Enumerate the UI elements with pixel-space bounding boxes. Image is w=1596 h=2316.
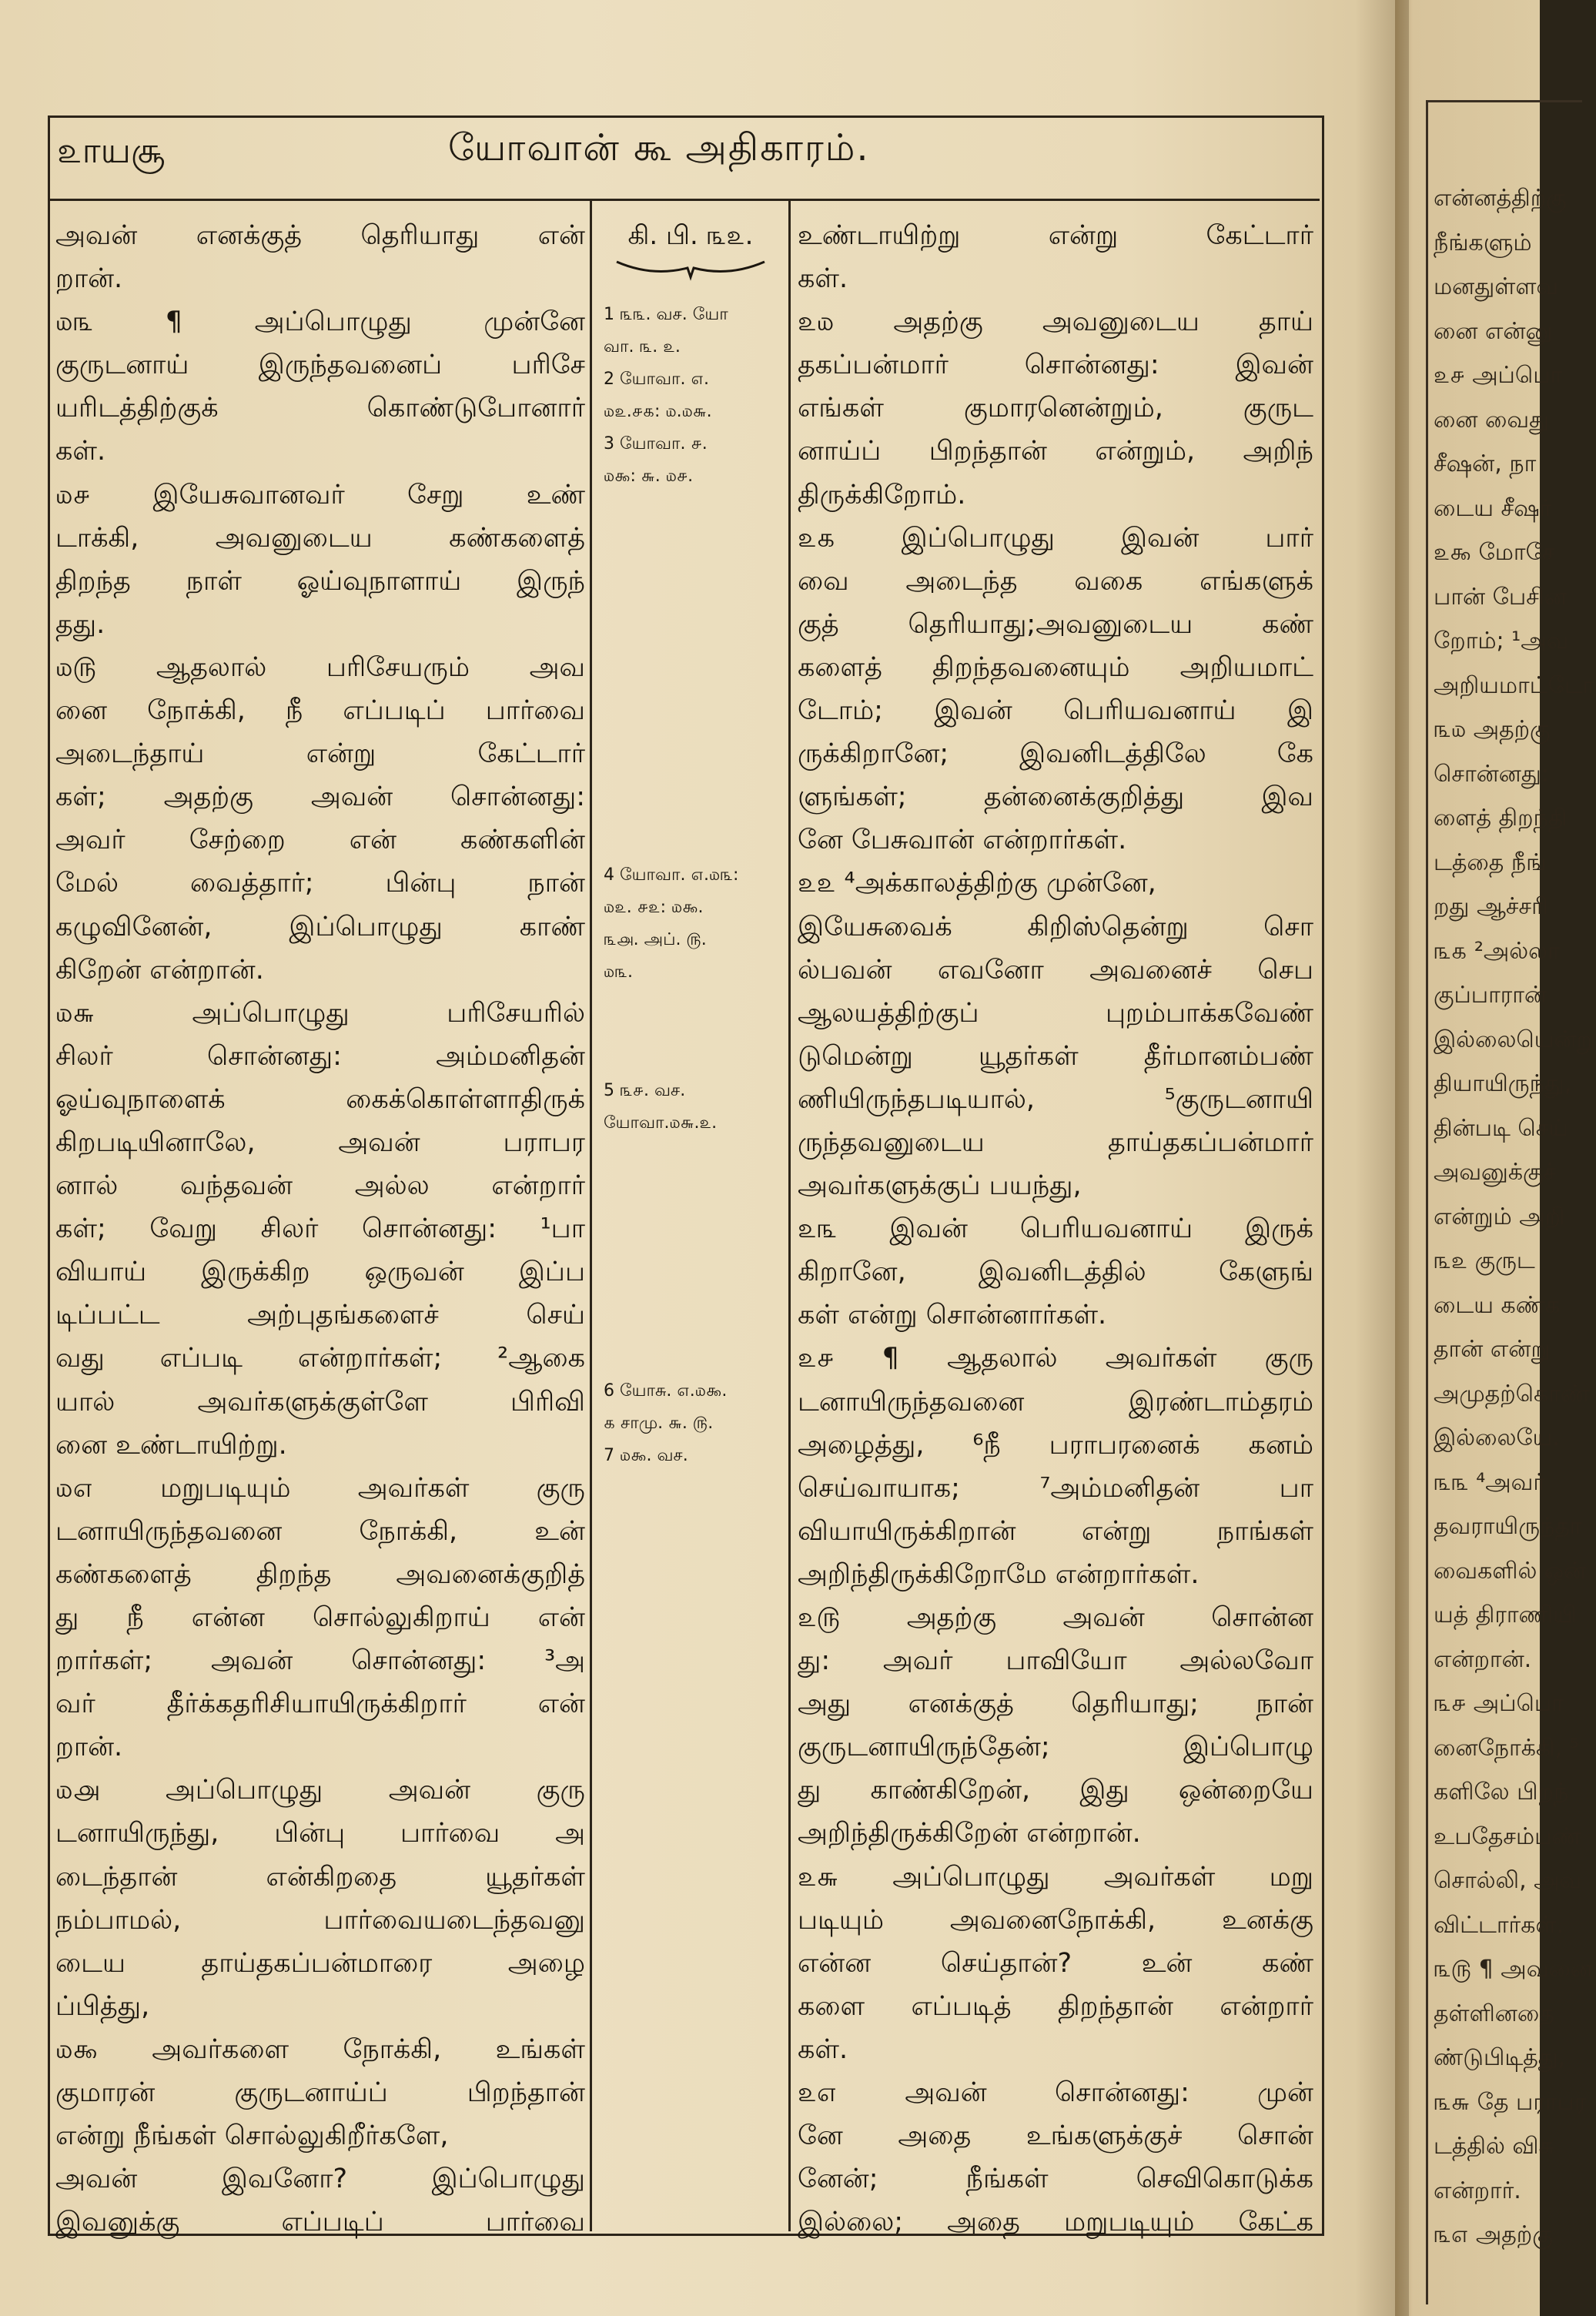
text-line: திறந்த நாள் ஓய்வுநாளாய் இருந் xyxy=(55,565,585,597)
adjacent-page-line: என்னத்திற்கு xyxy=(1434,185,1567,212)
text-line: என்று நீங்கள் சொல்லுகிறீர்களே, xyxy=(55,2120,449,2152)
text-line: ௨௪ ¶ ஆதலால் அவர்கள் குரு xyxy=(798,1343,1313,1374)
adjacent-page-line: ௩௰ அதற்கு xyxy=(1434,716,1551,743)
page-gutter-shadow xyxy=(1355,0,1409,2316)
cross-reference-line: ௧ சாமு. ௬. ௫. xyxy=(604,1414,714,1433)
text-line: ௰௯ அவர்களை நோக்கி, உங்கள் xyxy=(55,2033,585,2065)
text-line: ௰௩ ¶ அப்பொழுது முன்னே xyxy=(55,306,585,338)
text-line: டாக்கி, அவனுடைய கண்களைத் xyxy=(55,522,585,554)
text-line: ப்பித்து, xyxy=(55,1990,150,2022)
cross-reference-block-3 xyxy=(604,1075,782,1140)
text-line: னேன்; நீங்கள் செவிகொடுக்க xyxy=(798,2164,1313,2195)
text-line: ஓய்வுநாளைக் கைக்கொள்ளாதிருக் xyxy=(55,1083,585,1115)
text-line: கள். xyxy=(798,263,848,295)
text-line: அவர்களுக்குப் பயந்து, xyxy=(798,1170,1082,1202)
adjacent-page-line: னை என்னு xyxy=(1434,317,1553,345)
cross-reference-block-4 xyxy=(604,1375,782,1472)
text-line: கள்; வேறு சிலர் சொன்னது: ¹பா xyxy=(55,1213,585,1245)
text-line: செய்வாயாக; ⁷அம்மனிதன் பா xyxy=(798,1472,1313,1504)
adjacent-page-line: சீஷன், நா xyxy=(1434,450,1537,477)
text-line: நம்பாமல், பார்வையடைந்தவனு xyxy=(55,1904,585,1936)
adjacent-page-line: ௩௬ தே பராபர xyxy=(1434,2088,1587,2116)
text-line: கிறபடியினாலே, அவன் பராபர xyxy=(55,1126,585,1158)
cross-reference-line: 6 யோசு. ௭.௰௯. xyxy=(604,1381,728,1401)
text-line: என்ன செய்தான்? உன் கண் xyxy=(798,1947,1313,1979)
text-line: னாய்ப் பிறந்தான் என்றும், அறிந் xyxy=(798,436,1313,467)
cross-reference-line: 3 யோவா. ௪. xyxy=(604,434,708,453)
text-line: குருடனாயிருந்தேன்; இப்பொழு xyxy=(798,1732,1313,1763)
text-line: து நீ என்ன சொல்லுகிறாய் என் xyxy=(55,1602,585,1633)
adjacent-page-line: குப்பாரான் xyxy=(1434,982,1547,1009)
text-line: மேல் வைத்தார்; பின்பு நான் xyxy=(55,868,585,899)
text-line: டிப்பட்ட அற்புதங்களைச் செய் xyxy=(55,1300,585,1331)
left-text-column xyxy=(55,214,585,2244)
text-line: கழுவினேன், இப்பொழுது காண் xyxy=(55,911,585,942)
text-line: எங்கள் குமாரனென்றும், குருட xyxy=(798,393,1313,424)
text-line: கிறானே, இவனிடத்தில் கேளுங் xyxy=(798,1257,1313,1288)
right-text-column xyxy=(798,214,1313,2244)
page-number: ௨ாயசூ xyxy=(57,129,166,171)
text-line: வியாயிருக்கிறான் என்று நாங்கள் xyxy=(798,1515,1313,1547)
adjacent-page-line: ளைத் திறந்தி xyxy=(1434,805,1568,832)
adjacent-page-line: டத்தை நீங் xyxy=(1434,848,1547,876)
text-line: கிறேன் என்றான். xyxy=(55,954,264,986)
adjacent-page-line: சொல்லி, அவ xyxy=(1434,1867,1582,1894)
text-line: டனாயிருந்து, பின்பு பார்வை அ xyxy=(55,1818,585,1849)
text-line: திருக்கிறோம். xyxy=(798,479,966,510)
text-line: ௰௮ அப்பொழுது அவன் குரு xyxy=(55,1775,585,1806)
adjacent-page-line: டத்தில் விசு xyxy=(1434,2133,1554,2160)
text-line: கள் என்று சொன்னார்கள். xyxy=(798,1300,1107,1331)
text-line: அவர் சேற்றை என் கண்களின் xyxy=(55,825,585,856)
text-line: அழைத்து, ⁶நீ பராபரனைக் கனம் xyxy=(798,1429,1313,1461)
text-line: ணியிருந்தபடியால், ⁵குருடனாயி xyxy=(798,1083,1313,1115)
text-line: இயேசுவைக் கிறிஸ்தென்று சொ xyxy=(798,911,1313,942)
text-line: னே அதை உங்களுக்குச் சொன் xyxy=(798,2120,1313,2152)
text-line: ௨௰ அதற்கு அவனுடைய தாய் xyxy=(798,306,1313,338)
text-line: அறிந்திருக்கிறேன் என்றான். xyxy=(798,1818,1141,1849)
adjacent-page-line: ௩௭ அதற்கு xyxy=(1434,2221,1553,2248)
text-line: தது. xyxy=(55,608,105,640)
text-line: ருந்தவனுடைய தாய்தகப்பன்மார் xyxy=(798,1126,1313,1158)
text-line: அது எனக்குத் தெரியாது; நான் xyxy=(798,1688,1313,1720)
cross-reference-block-1 xyxy=(604,299,782,493)
adjacent-page-line: தின்படி செய் xyxy=(1434,1114,1569,1142)
text-line: குமாரன் குருடனாய்ப் பிறந்தான் xyxy=(55,2077,585,2109)
cross-reference-line: ௰௯: ௬. ௰௪. xyxy=(604,467,694,486)
column-rule-left xyxy=(590,199,592,2231)
adjacent-page-line: என்றார். xyxy=(1434,2177,1521,2204)
text-line: து காண்கிறேன், இது ஒன்றையே xyxy=(798,1775,1313,1806)
adjacent-page-line: இல்லையே. xyxy=(1434,1424,1560,1451)
adjacent-page-line: சொன்னது: xyxy=(1434,760,1549,788)
adjacent-page xyxy=(1395,0,1596,2316)
text-line: அவன் எனக்குத் தெரியாது என் xyxy=(55,220,585,251)
date-heading: கி. பி. ௩௨. xyxy=(627,220,754,251)
text-line: னே பேசுவான் என்றார்கள். xyxy=(798,825,1127,856)
adjacent-page-line: டைய கண்க xyxy=(1434,1291,1561,1319)
text-line: இல்லை; அதை மறுபடியும் கேட்க xyxy=(798,2207,1313,2238)
cross-reference-column xyxy=(594,214,787,1465)
text-line: ௰௪ இயேசுவானவர் சேறு உண் xyxy=(55,479,585,510)
text-line: வர் தீர்க்கதரிசியாயிருக்கிறார் என் xyxy=(55,1688,585,1720)
adjacent-page-line: பான் பேசின xyxy=(1434,583,1567,611)
text-line: ௨௬ அப்பொழுது அவர்கள் மறு xyxy=(798,1861,1313,1893)
text-line: ௨௨ ⁴அக்காலத்திற்கு முன்னே, xyxy=(798,868,1156,899)
text-line: னை நோக்கி, நீ எப்படிப் பார்வை xyxy=(55,695,585,727)
text-line: குத் தெரியாது;அவனுடைய கண் xyxy=(798,608,1313,640)
text-line: ருக்கிறானே; இவனிடத்திலே கே xyxy=(798,738,1313,770)
adjacent-page-line: தியாயிருந்து, xyxy=(1434,1070,1572,1097)
text-line: களை எப்படித் திறந்தான் என்றார் xyxy=(798,1990,1313,2022)
adjacent-page-line: தள்ளினதை xyxy=(1434,2000,1554,2027)
adjacent-page-line: என்றும் அறி xyxy=(1434,1203,1565,1230)
text-line: ௰௭ மறுபடியும் அவர்கள் குரு xyxy=(55,1472,585,1504)
text-line: கள். xyxy=(798,2033,848,2065)
cross-reference-line: 5 ௩௪. வச. xyxy=(604,1081,686,1100)
adjacent-page-line: ௩௩ ⁴அவர் xyxy=(1434,1468,1545,1496)
adjacent-page-line: உபதேசம்பண் xyxy=(1434,1822,1581,1850)
running-title: யோவான் கூ அதிகாரம். xyxy=(448,126,870,169)
text-line: து: அவர் பாவியோ அல்லவோ xyxy=(798,1645,1313,1677)
text-line: டைந்தான் என்கிறதை யூதர்கள் xyxy=(55,1861,585,1893)
cross-reference-block-2 xyxy=(604,859,782,989)
adjacent-page-line: தான் என்று xyxy=(1434,1336,1551,1363)
cross-reference-line: யோவா.௰௬.௨. xyxy=(604,1113,718,1133)
adjacent-page-line: ௨௯ மோசே xyxy=(1434,539,1555,566)
text-line: னால் வந்தவன் அல்ல என்றார் xyxy=(55,1170,585,1202)
adjacent-page-line: ௩௨ குருட xyxy=(1434,1247,1535,1274)
text-line: அறிந்திருக்கிறோமே என்றார்கள். xyxy=(798,1558,1200,1590)
adjacent-page-line: விட்டார்கள். xyxy=(1434,1911,1564,1939)
text-line: ௨௩ இவன் பெரியவனாய் இருக் xyxy=(798,1213,1313,1245)
text-line: றான். xyxy=(55,263,123,295)
cross-reference-line: ௰௩. xyxy=(604,962,633,982)
cross-reference-line: 2 யோவா. ௭. xyxy=(604,370,709,389)
ornamental-brace-icon xyxy=(614,257,768,280)
text-line: ஆலயத்திற்குப் புறம்பாக்கவேண் xyxy=(798,997,1313,1029)
cross-reference-line: 1 ௩௩. வச. யோ xyxy=(604,305,728,324)
text-line: ௰௫ ஆதலால் பரிசேயரும் அவ xyxy=(55,651,585,683)
text-line: யரிடத்திற்குக் கொண்டுபோனார் xyxy=(55,393,585,424)
adjacent-page-line: வைகளில் ஒன் xyxy=(1434,1557,1587,1585)
text-line: டுமென்று யூதர்கள் தீர்மானம்பண் xyxy=(798,1040,1313,1072)
cross-reference-line: ௰௨. ௪௨: ௰௯. xyxy=(604,898,704,917)
text-line: கள்; அதற்கு அவன் சொன்னது: xyxy=(55,781,585,813)
adjacent-page-line: ண்டுபிடித்து, xyxy=(1434,2044,1566,2071)
text-line: ல்பவன் எவனோ அவனைச் செப xyxy=(798,954,1313,986)
text-line: றார்கள்; அவன் சொன்னது: ³அ xyxy=(55,1645,585,1677)
cross-reference-line: 7 ௰௯. வச. xyxy=(604,1446,688,1465)
text-line: யால் அவர்களுக்குள்ளே பிரிவி xyxy=(55,1386,585,1417)
cross-reference-line: 4 யோவா. ௭.௰௩: xyxy=(604,865,739,885)
adjacent-page-line: யத் திராணியி xyxy=(1434,1601,1577,1628)
text-line: கண்களைத் திறந்த அவனைக்குறித் xyxy=(55,1558,585,1590)
text-line: தகப்பன்மார் சொன்னது: இவன் xyxy=(798,350,1313,381)
adjacent-page-line: அறியமாட்டோ xyxy=(1434,671,1595,699)
adjacent-page-line: டைய சீஷர் xyxy=(1434,494,1552,522)
adjacent-page-line: களிலே பிறந் xyxy=(1434,1779,1569,1806)
adjacent-page-line: அவனுக்குச் xyxy=(1434,1159,1557,1186)
adjacent-page-line: தவராயிருந்தா xyxy=(1434,1513,1582,1540)
adjacent-page-line: றோம்; ¹அவ xyxy=(1434,628,1569,654)
adjacent-page-line: றது ஆச்சரி xyxy=(1434,893,1548,920)
text-line: உண்டாயிற்று என்று கேட்டார் xyxy=(798,220,1313,251)
text-line: கள். xyxy=(55,436,106,467)
adjacent-page-line: ௩௧ ²அல்லா xyxy=(1434,937,1560,965)
column-rule-right xyxy=(788,199,791,2231)
adjacent-page-line: ௨௪ அப்பொ xyxy=(1434,362,1563,389)
adjacent-page-line: ௩௫ ¶ அவனை xyxy=(1434,1956,1593,1983)
text-line: வது எப்படி என்றார்கள்; ²ஆகை xyxy=(55,1343,585,1374)
adjacent-page-line: மனதுள்ளவ xyxy=(1434,273,1559,300)
adjacent-page-line: நீங்களும் xyxy=(1434,229,1532,256)
text-line: டோம்; இவன் பெரியவனாய் இ xyxy=(798,695,1313,727)
adjacent-page-line: னை வைது xyxy=(1434,406,1550,433)
adjacent-page-line: அமுதற்கொண் xyxy=(1434,1380,1590,1407)
cross-reference-line: ௩௮. அப். ௫. xyxy=(604,930,707,949)
cross-reference-line: ௰௨.௪௧: ௰.௰௬. xyxy=(604,402,712,421)
adjacent-page-line: னைநோக்கி, ⁵ xyxy=(1434,1734,1579,1762)
text-line: அவன் இவனோ? இப்பொழுது xyxy=(55,2164,585,2195)
text-line: வை அடைந்த வகை எங்களுக் xyxy=(798,565,1313,597)
text-line: றான். xyxy=(55,1732,123,1763)
adjacent-page-line: ௩௪ அப்பொ xyxy=(1434,1690,1564,1717)
adjacent-page-line: இல்லையென்று xyxy=(1434,1026,1596,1053)
text-line: வியாய் இருக்கிற ஒருவன் இப்ப xyxy=(55,1257,585,1288)
text-line: ௨௧ இப்பொழுது இவன் பார் xyxy=(798,522,1313,554)
text-line: இவனுக்கு எப்படிப் பார்வை xyxy=(55,2207,585,2238)
text-line: படியும் அவனைநோக்கி, உனக்கு xyxy=(798,1904,1313,1936)
text-line: டனாயிருந்தவனை இரண்டாம்தரம் xyxy=(798,1386,1313,1417)
text-line: னை உண்டாயிற்று. xyxy=(55,1429,287,1461)
text-line: களைத் திறந்தவனையும் அறியமாட் xyxy=(798,651,1313,683)
text-line: ௨௫ அதற்கு அவன் சொன்ன xyxy=(798,1602,1313,1633)
cross-reference-line: வா. ௩. ௨. xyxy=(604,337,681,356)
text-line: டைய தாய்தகப்பன்மாரை அழை xyxy=(55,1947,585,1979)
adjacent-page-line: என்றான். xyxy=(1434,1645,1532,1673)
text-line: ௰௬ அப்பொழுது பரிசேயரில் xyxy=(55,997,585,1029)
text-line: அடைந்தாய் என்று கேட்டார் xyxy=(55,738,585,770)
text-line: சிலர் சொன்னது: அம்மனிதன் xyxy=(55,1040,585,1072)
text-line: குருடனாய் இருந்தவனைப் பரிசே xyxy=(55,350,585,381)
page-header xyxy=(48,115,1320,201)
text-line: ளுங்கள்; தன்னைக்குறித்து இவ xyxy=(798,781,1313,813)
text-line: ௨௭ அவன் சொன்னது: முன் xyxy=(798,2077,1313,2109)
text-line: டனாயிருந்தவனை நோக்கி, உன் xyxy=(55,1515,585,1547)
